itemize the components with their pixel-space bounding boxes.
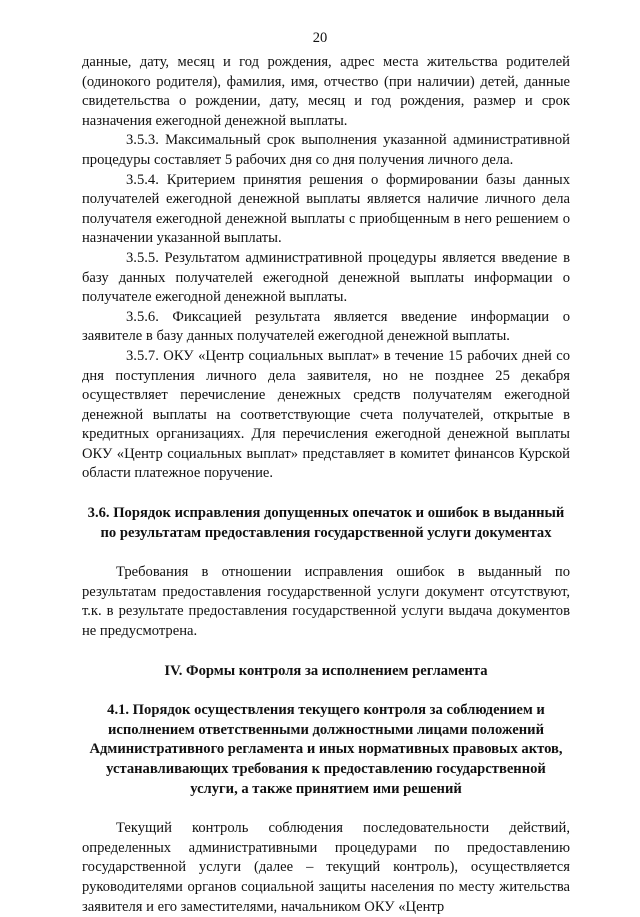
- paragraph-3-5-5: 3.5.5. Результатом административной процедуры является введение в базу данных получателей ежегодной денежной выплаты информации о получателе ежегодной денежной выплаты.: [82, 249, 570, 306]
- document-body: [82, 53, 570, 917]
- paragraph-3-5-3: 3.5.3. Максимальный срок выполнения указанной административной процедуры составляет 5 рабочих дня со дня получения личного дела.: [82, 132, 570, 168]
- paragraph-3-5-7: 3.5.7. ОКУ «Центр социальных выплат» в течение 15 рабочих дней со дня поступления личного дела заявителя, но не позднее 25 декабря осуществляет перечисление денежных средств получателям ежегодной денежной выплаты на соответствующие счета получателей, открытые в кредитных организациях. Для перечисления ежегодной денежной выплаты ОКУ «Центр социальных выплат» представляет в комитет финансов Курской области платежное поручение.: [82, 347, 570, 482]
- paragraph-3-5-6: 3.5.6. Фиксацией результата является введение информации о заявителе в базу данных получателей ежегодной денежной выплаты.: [82, 308, 570, 345]
- paragraph-section-4-1: Текущий контроль соблюдения последовательности действий, определенных административными процедурами по предоставлению государственной услуги (далее – текущий контроль), осуществляется руководителями органов социальной защиты населения по месту жительства заявителя и его заместителями, начальником ОКУ «Центр: [82, 820, 570, 915]
- spacer: [82, 642, 570, 662]
- heading-section-3-6: 3.6. Порядок исправления допущенных опечаток и ошибок в выданный по результатам предоставления государственной услуги документах: [87, 505, 565, 541]
- heading-chapter-4: IV. Формы контроля за исполнением регламента: [164, 662, 488, 679]
- spacer: [82, 543, 570, 563]
- heading-section-4-1: 4.1. Порядок осуществления текущего контроля за соблюдением и исполнением ответственными должностными лицами положений Административного регламента и иных нормативных правовых актов, устанавливающих требования к предоставлению государственной услуги, а также принятием ими решений: [89, 702, 563, 797]
- paragraph-continuation: данные, дату, месяц и год рождения, адрес места жительства родителей (одинокого родителя), фамилия, имя, отчество (при наличии) детей, данные свидетельства о рождении, дату, месяц и год рождения, размер и срок назначения ежегодной денежной выплаты.: [82, 54, 570, 129]
- paragraph-3-5-4: 3.5.4. Критерием принятия решения о формировании базы данных получателей ежегодной денежной выплаты является наличие личного дела получателя ежегодной денежной выплаты с приобщенным в него решением о назначении указанной выплаты.: [82, 171, 570, 247]
- page-number: 20: [312, 30, 328, 46]
- spacer: [82, 484, 570, 504]
- spacer: [82, 799, 570, 819]
- spacer: [82, 681, 570, 701]
- paragraph-section-3-6: Требования в отношении исправления ошибок в выданный по результатам предоставления государственной услуги документ отсутствуют, т.к. в результате предоставления государственной услуги выдача документов не предусмотрена.: [82, 564, 570, 640]
